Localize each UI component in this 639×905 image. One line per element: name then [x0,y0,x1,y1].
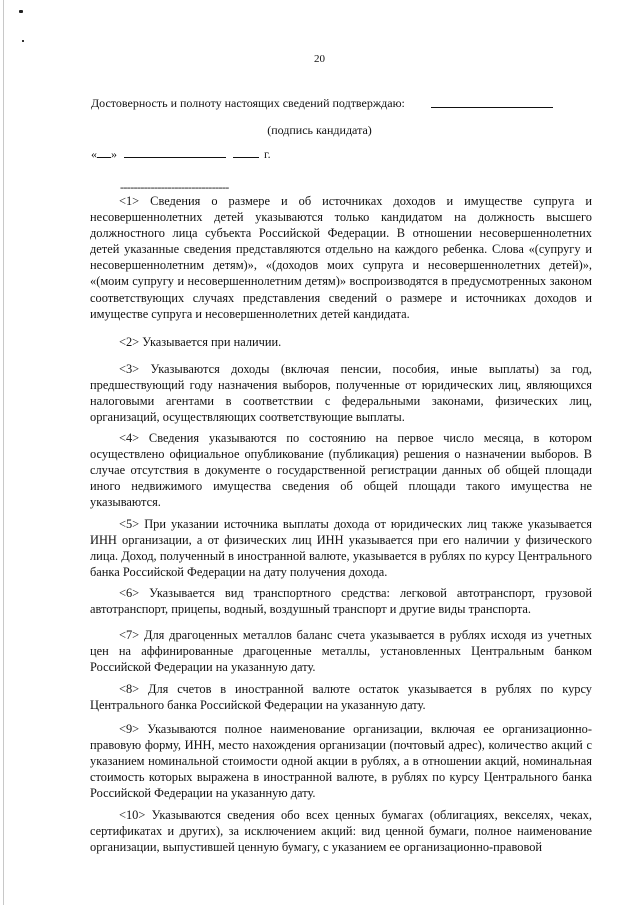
footnote-7: <7> Для драгоценных металлов баланс счета указывается в рублях исходя из учетных цен на аффинированные драгоценные металлы, установленных Центральным банком Российской Федерации на указанную дату. [90,628,592,675]
signature-blank-line [431,107,553,108]
date-quote-close: » [111,147,117,161]
footnote-8: <8> Для счетов в иностранной валюте остаток указывается в рублях по курсу Центрального банка Российской Федерации на указанную дату. [90,682,592,713]
signature-caption: (подпись кандидата) [267,123,372,137]
certification-text: Достоверность и полноту настоящих сведений подтверждаю: [91,96,405,110]
footnote-9: <9> Указываются полное наименование организации, включая ее организационно-правовую форму, ИНН, место нахождения организации (почтовый адрес), количество акций с указанием номинальной стоимости одной акции в рублях, а в отношении акций, номинальная стоимость которых выражена в иностранной валюте, в рублях по курсу Центрального банка Российской Федерации на указанную дату. [90,722,592,801]
scan-speck [22,40,24,42]
scan-speck [19,10,23,13]
footnote-4: <4> Сведения указываются по состоянию на первое число месяца, в котором осуществлено официальное опубликование (публикация) решения о назначении выборов. В случае отсутствия в документе о государственной регистрации данных об общей площади иного недвижимого имущества сведения об общей площади такого имущества не указываются. [90,431,592,510]
footnote-6: <6> Указывается вид транспортного средства: легковой автотранспорт, грузовой автотранспорт, прицепы, водный, воздушный транспорт и другие виды транспорта. [90,586,592,617]
footnote-10: <10> Указываются сведения обо всех ценных бумагах (облигациях, векселях, чеках, сертификатах и других), за исключением акций: вид ценной бумаги, полное наименование организации, выпустившей ценную бумагу, с указанием ее организационно-правовой [90,808,592,855]
footnote-2: <2> Указывается при наличии. [119,335,282,349]
footnote-separator: -------------------------------- [120,180,229,194]
footnote-3: <3> Указываются доходы (включая пенсии, пособия, иные выплаты) за год, предшествующий году назначения выборов, полученные от юридических лиц, являющихся налоговыми агентами в соответствии с федеральными законами, физических лиц, организаций, осуществляющих соответствующие выплаты. [90,362,592,425]
footnote-5: <5> При указании источника выплаты дохода от юридических лиц также указывается ИНН организации, а от физических лиц ИНН указывается при его наличии у физического лица. Доход, полученный в иностранной валюте, указывается в рублях по курсу Центрального банка Российской Федерации на дату получения дохода. [90,517,592,580]
footnote-1: <1> Сведения о размере и об источниках доходов и имуществе супруга и несовершеннолетних детей указываются только кандидатом на должность высшего должностного лица субъекта Российской Федерации. В отношении несовершеннолетних детей указанные сведения представляются отдельно на каждого ребенка. Слова «(супругу и несовершеннолетним детям)», «(доходов моих супруга и несовершеннолетних детей)», «(моим супругу и несовершеннолетним детям)» воспроизводятся в предусмотренных законом соответствующих случаях представления сведений о размере и источниках доходов и имуществе супруга и несовершеннолетних детей кандидата. [90,194,592,321]
date-suffix: г. [264,147,271,161]
date-line [91,146,271,162]
year-blank [233,146,259,158]
date-quote-open: « [91,147,97,161]
page-number: 20 [314,53,325,65]
month-blank [124,146,226,158]
day-blank [97,146,111,158]
